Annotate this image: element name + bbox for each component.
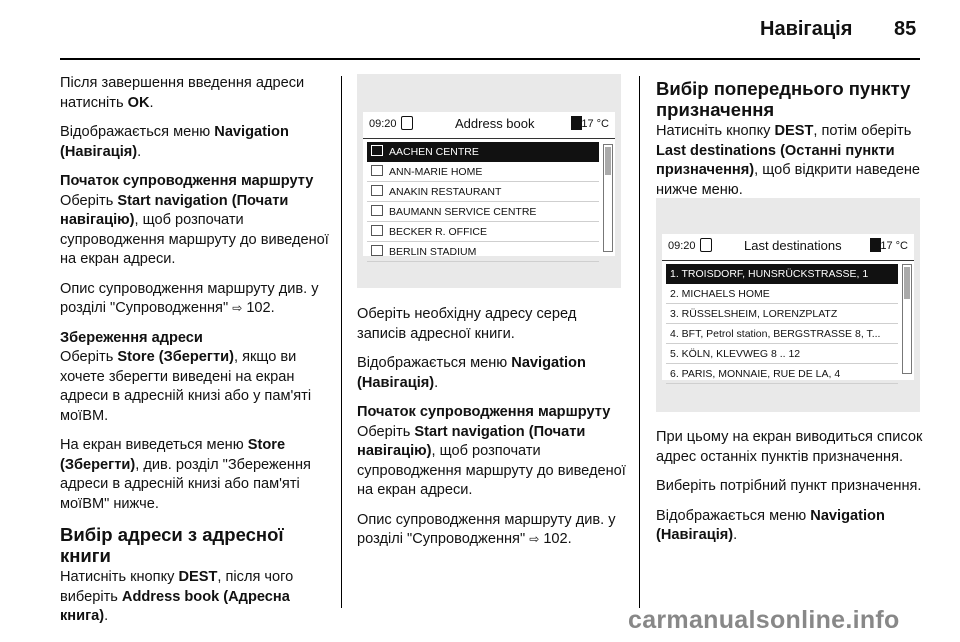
list-item[interactable]: BECKER R. OFFICE xyxy=(367,222,599,242)
paragraph: Оберіть необхідну адресу серед записів адресної книги. xyxy=(357,306,577,342)
column-2 xyxy=(357,305,627,560)
scrollbar[interactable] xyxy=(902,264,912,374)
contact-icon xyxy=(371,145,383,156)
status-bar xyxy=(662,234,914,258)
paragraph: Виберіть потрібний пункт призначення. xyxy=(656,478,922,494)
paragraph: При цьому на екран виводиться список адрес останніх пунктів призначення. xyxy=(656,429,923,465)
column-divider-1 xyxy=(341,76,342,608)
last-destinations-screen xyxy=(662,234,914,380)
address-book-screenshot-frame xyxy=(357,74,621,288)
page-ref-arrow-icon: ⇨ xyxy=(529,532,540,546)
list-item[interactable]: BERLIN STADIUM xyxy=(367,242,599,262)
paragraph: Оберіть Start navigation (Почати навігацію), щоб розпочати супроводження маршруту до виведеної на екран адреси. xyxy=(60,192,329,267)
list-item[interactable]: 6. PARIS, MONNAIE, RUE DE LA, 4 xyxy=(666,364,898,384)
watermark: carmanualsonline.info xyxy=(628,606,900,634)
contact-icon xyxy=(371,205,383,216)
status-divider xyxy=(662,260,914,261)
section-heading-last-destinations: Вибір попереднього пункту призначення xyxy=(656,78,911,120)
status-bar xyxy=(363,112,615,136)
list-item[interactable]: 1. TROISDORF, HUNSRÜCKSTRASSE, 1 xyxy=(666,264,898,284)
page-header-title: Навігація xyxy=(760,18,853,40)
paragraph: Опис супроводження маршруту див. у розділі "Супроводження" ⇨ 102. xyxy=(60,280,319,316)
phone-icon xyxy=(571,116,582,130)
paragraph: Натисніть кнопку DEST, після чого виберіть Address book (Адресна книга). xyxy=(60,569,294,624)
home-icon xyxy=(700,238,712,252)
list-item[interactable]: ANAKIN RESTAURANT xyxy=(367,182,599,202)
last-destinations-screenshot-frame xyxy=(656,198,920,412)
temperature: 17 °C xyxy=(581,118,609,130)
clock: 09:20 xyxy=(369,118,397,130)
paragraph: Натисніть кнопку DEST, потім оберіть Last destinations (Останні пункти призначення), щоб відкрити наведене нижче меню. xyxy=(656,123,921,198)
paragraph: Оберіть Start navigation (Почати навігацію), щоб розпочати супроводження маршруту до виведеної на екран адреси. xyxy=(357,423,626,498)
scrollbar[interactable] xyxy=(603,144,613,252)
list-item[interactable]: 5. KÖLN, KLEVWEG 8 .. 12 xyxy=(666,344,898,364)
contact-icon xyxy=(371,185,383,196)
scrollbar-thumb[interactable] xyxy=(605,147,611,175)
list-item[interactable]: ANN-MARIE HOME xyxy=(367,162,599,182)
phone-icon xyxy=(870,238,881,252)
screen-title: Last destinations xyxy=(744,238,842,253)
subheading-save-address: Збереження адреси xyxy=(60,329,203,346)
list-item[interactable]: 4. BFT, Petrol station, BERGSTRASSE 8, T... xyxy=(666,324,898,344)
list-item[interactable]: AACHEN CENTRE xyxy=(367,142,599,162)
address-list xyxy=(367,142,599,262)
contact-icon xyxy=(371,165,383,176)
screen-title: Address book xyxy=(455,116,535,131)
subheading-start-guidance: Початок супроводження маршруту xyxy=(60,173,314,189)
page-ref-arrow-icon: ⇨ xyxy=(232,301,243,315)
paragraph: Після завершення введення адреси натисніть OK. xyxy=(60,75,305,111)
section-heading-address-book: Вибір адреси з адресної книги xyxy=(60,524,284,566)
column-3-top xyxy=(656,70,926,210)
paragraph: Оберіть Store (Зберегти), якщо ви хочете зберегти виведені на екран адреси в адресній книзі або у пам'яті моїВМ. xyxy=(60,349,312,424)
contact-icon xyxy=(371,225,383,236)
list-item[interactable]: 3. RÜSSELSHEIM, LORENZPLATZ xyxy=(666,304,898,324)
paragraph: Відображається меню Navigation (Навігація). xyxy=(357,355,586,391)
list-item[interactable]: 2. MICHAELS HOME xyxy=(666,284,898,304)
subheading-start-guidance: Початок супроводження маршруту xyxy=(357,404,611,420)
destination-list xyxy=(666,264,898,384)
status-divider xyxy=(363,138,615,139)
temperature: 17 °C xyxy=(880,240,908,252)
list-item[interactable]: BAUMANN SERVICE CENTRE xyxy=(367,202,599,222)
paragraph: Відображається меню Navigation (Навігація). xyxy=(60,124,289,160)
column-1 xyxy=(60,74,330,637)
home-icon xyxy=(401,116,413,130)
column-3-bottom xyxy=(656,428,926,556)
header-rule xyxy=(60,58,920,60)
address-book-screen xyxy=(363,112,615,256)
contact-icon xyxy=(371,245,383,256)
paragraph: Відображається меню Navigation (Навігація). xyxy=(656,507,885,543)
column-divider-2 xyxy=(639,76,640,608)
page-number: 85 xyxy=(894,18,917,40)
paragraph: На екран виведеться меню Store (Зберегти), див. розділ "Збереження адреси в адресній книзі або пам'яті моїВМ" нижче. xyxy=(60,437,311,512)
paragraph: Опис супроводження маршруту див. у розділі "Супроводження" ⇨ 102. xyxy=(357,511,616,547)
scrollbar-thumb[interactable] xyxy=(904,267,910,299)
clock: 09:20 xyxy=(668,240,696,252)
